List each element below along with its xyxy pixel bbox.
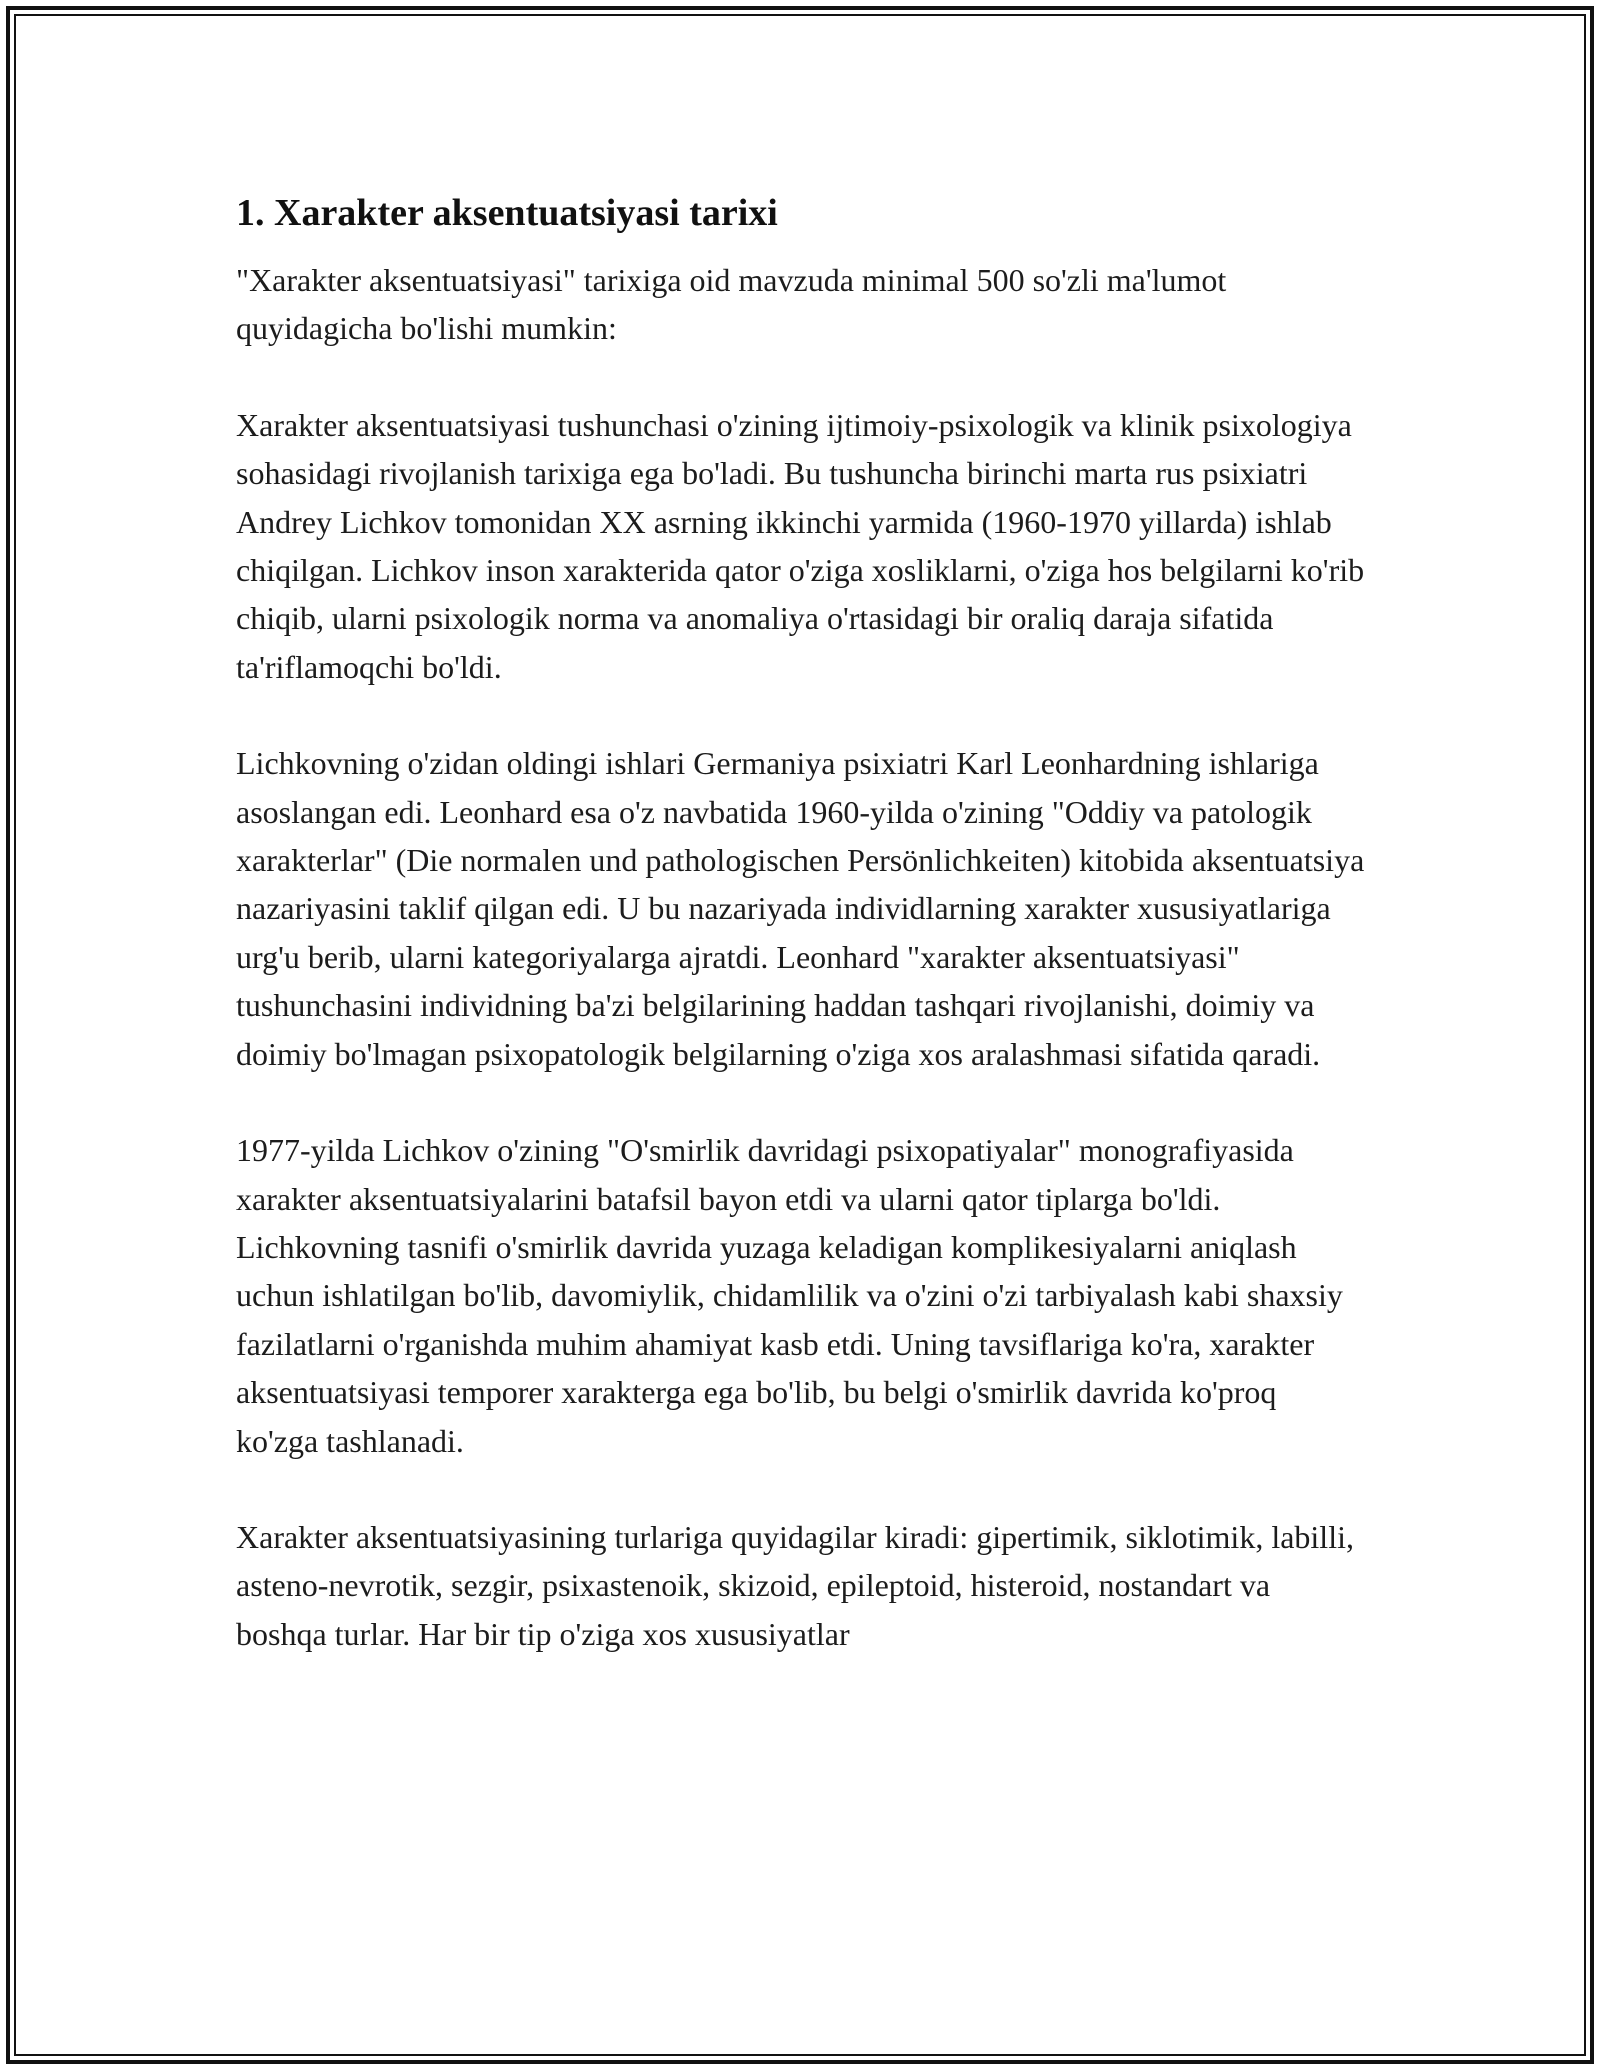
document-body: [236, 186, 1366, 1706]
paragraph-types: Xarakter aksentuatsiyasining turlariga quyidagilar kiradi: gipertimik, siklotimik, labilli, asteno-nevrotik, sezgir, psixastenoik, skizoid, epileptoid, histeroid, nostandart va boshqa turlar. Har bir tip o'ziga xos xususiyatlar: [236, 1518, 1354, 1652]
section-heading: 1. Xarakter aksentuatsiyasi tarixi: [236, 192, 778, 234]
paragraph-lichkov-1977: 1977-yilda Lichkov o'zining "O'smirlik davridagi psixopatiyalar" monografiyasida xarakter aksentuatsiyalarini batafsil bayon etdi va ularni qator tiplarga bo'ldi. Lichkovning tasnifi o'smirlik davrida yuzaga keladigan komplikesiyalarni aniqlash uchun ishlatilgan bo'lib, davomiylik, chidamlilik va o'zini o'zi tarbiyalash kabi shaxsiy fazilatlarni o'rganishda muhim ahamiyat kasb etdi. Uning tavsiflariga ko'ra, xarakter aksentuatsiyasi temporer xarakterga ega bo'lib, bu belgi o'smirlik davrida ko'proq ko'zga tashlanadi.: [236, 1132, 1343, 1459]
paragraph-intro: "Xarakter aksentuatsiyasi" tarixiga oid mavzuda minimal 500 so'zli ma'lumot quyidagicha bo'lishi mumkin:: [236, 262, 1227, 347]
paragraph-leonhard: Lichkovning o'zidan oldingi ishlari Germaniya psixiatri Karl Leonhardning ishlariga asoslangan edi. Leonhard esa o'z navbatida 1960-yilda o'zining "Oddiy va patologik xarakterlar" (Die normalen und pathologischen Persönlichkeiten) kitobida aksentuatsiya nazariyasini taklif qilgan edi. U bu nazariyada individlarning xarakter xususiyatlariga urg'u berib, ularni kategoriyalarga ajratdi. Leonhard "xarakter aksentuatsiyasi" tushunchasini individning ba'zi belgilarining haddan tashqari rivojlanishi, doimiy va doimiy bo'lmagan psixopatologik belgilarning o'ziga xos aralashmasi sifatida qaradi.: [236, 745, 1365, 1072]
paragraph-origin: Xarakter aksentuatsiyasi tushunchasi o'zining ijtimoiy-psixologik va klinik psixologiya sohasidagi rivojlanish tarixiga ega bo'ladi. Bu tushuncha birinchi marta rus psixiatri Andrey Lichkov tomonidan XX asrning ikkinchi yarmida (1960-1970 yillarda) ishlab chiqilgan. Lichkov inson xarakterida qator o'ziga xosliklarni, o'ziga hos belgilarni ko'rib chiqib, ularni psixologik norma va anomaliya o'rtasidagi bir oraliq daraja sifatida ta'riflamoqchi bo'ldi.: [236, 406, 1365, 685]
